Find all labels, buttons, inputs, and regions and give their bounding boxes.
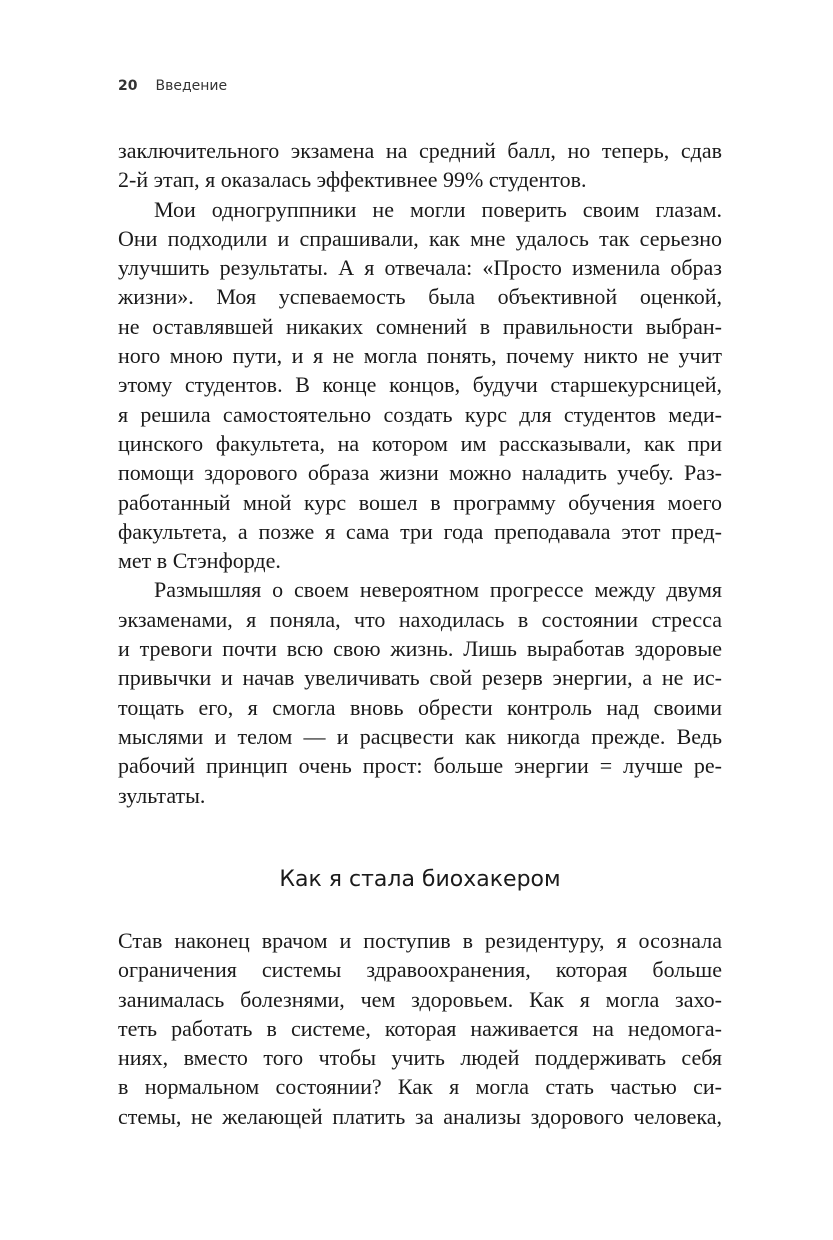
text-line: улучшить результаты. А я отвечала: «Просто изменила образ [118, 255, 722, 281]
text-line: заключительного экзамена на средний балл, но теперь, сдав [118, 138, 722, 163]
text-line: работанный мной курс вошел в программу обучения моего [118, 489, 722, 515]
text-line: тощать его, я смогла вновь обрести контроль над своими [118, 694, 722, 720]
text-line: рабочий принцип очень прост: больше энергии = лучше ре- [118, 753, 722, 779]
text-line: 2-й этап, я оказалась эффективнее 99% студентов. [118, 167, 587, 193]
text-line: помощи здорового образа жизни можно наладить учебу. Раз- [118, 460, 722, 486]
text-line: ного мною пути, и я не могла понять, почему никто не учит [118, 343, 722, 369]
text-line: этому студентов. В конце концов, будучи старшекурсницей, [118, 372, 722, 398]
text-line: жизни». Моя успеваемость была объективной оценкой, [118, 284, 722, 310]
text-line: цинского факультета, на котором им рассказывали, как при [118, 430, 722, 456]
text-line: я решила самостоятельно создать курс для студентов меди- [118, 401, 722, 427]
text-line: зультаты. [118, 782, 206, 808]
text-line: Они подходили и спрашивали, как мне удалось так серьезно [118, 225, 722, 251]
text-line: экзаменами, я поняла, что находилась в состоянии стресса [118, 606, 722, 632]
text-line: и тревоги почти всю свою жизнь. Лишь выработав здоровые [118, 636, 722, 662]
text-line: привычки и начав увеличивать свой резерв энергии, а не ис- [118, 665, 722, 691]
body-text-block-2 [118, 926, 722, 1131]
text-line: ограничения системы здравоохранения, которая больше [118, 957, 722, 983]
text-line: теть работать в системе, которая наживается на недомога- [118, 1015, 722, 1041]
text-line: Мои одногруппники не могли поверить своим глазам. [154, 196, 722, 222]
text-line: Размышляя о своем невероятном прогрессе между двумя [154, 577, 722, 603]
section-heading: Как я стала биохакером [279, 867, 561, 892]
text-line: факультета, а позже я сама три года преподавала этот пред- [118, 518, 722, 544]
text-line: ниях, вместо того чтобы учить людей поддерживать себя [118, 1045, 722, 1071]
page-number: 20 [118, 78, 138, 94]
chapter-title: Введение [155, 78, 228, 94]
text-line: мыслями и телом — и расцвести как никогда прежде. Ведь [118, 723, 722, 749]
text-line: мет в Стэнфорде. [118, 548, 281, 574]
text-line: стемы, не желающей платить за анализы здорового человека, [118, 1103, 722, 1129]
text-line: не оставлявшей никаких сомнений в правильности выбран- [118, 313, 722, 339]
text-line: в нормальном состоянии? Как я могла стать частью си- [118, 1074, 722, 1100]
text-line: занималась болезнями, чем здоровьем. Как я могла захо- [118, 986, 722, 1012]
running-head [118, 78, 227, 94]
text-line: Став наконец врачом и поступив в резидентуру, я осознала [118, 928, 722, 953]
body-text-block-1 [118, 136, 722, 810]
